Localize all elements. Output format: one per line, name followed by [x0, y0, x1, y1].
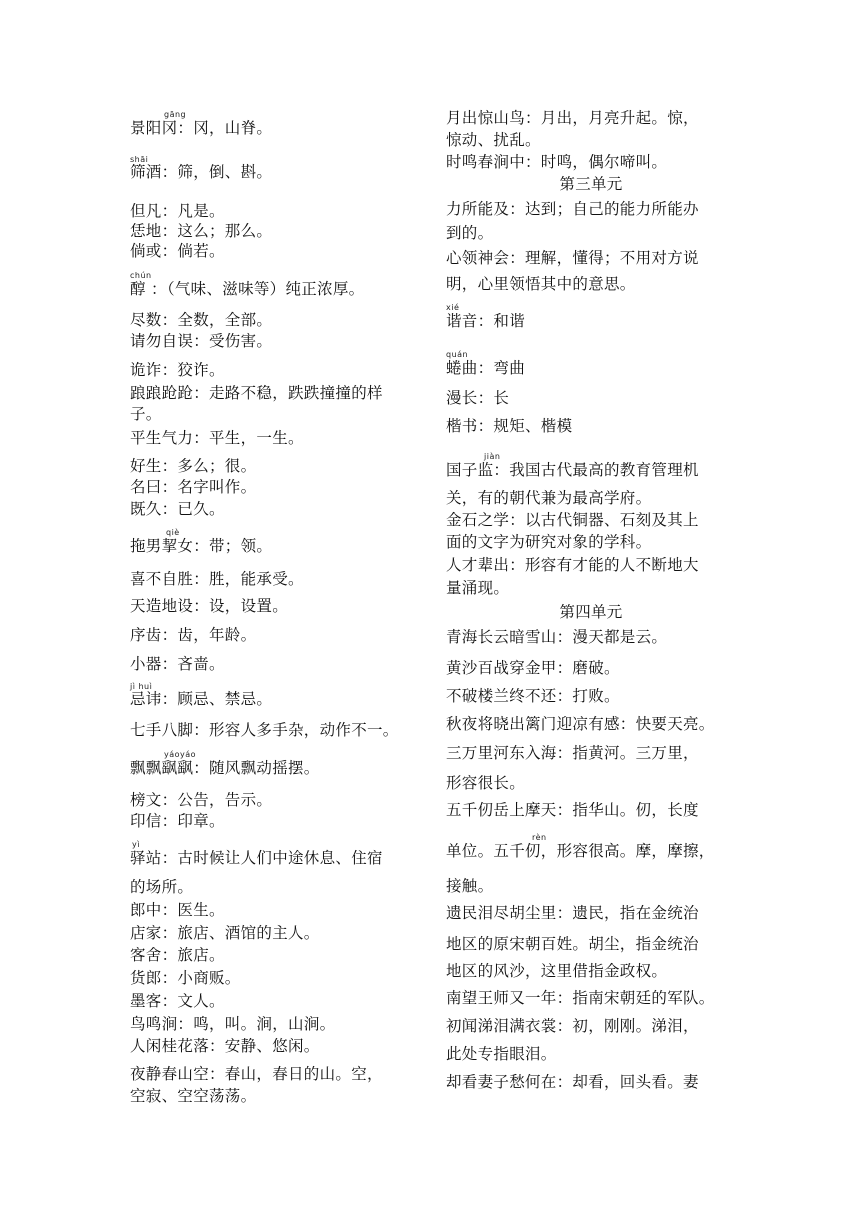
entry-line: 月出惊山鸟：月出，月亮升起。惊，	[446, 109, 699, 127]
entry-line: 人闲桂花落：安静、悠闲。	[130, 1037, 320, 1055]
entry-line: 三万里河东入海：指黄河。三万里，	[446, 744, 699, 762]
entry-line: 国子监：我国古代最高的教育管理机	[446, 461, 699, 479]
entry-line: 金石之学：以古代铜器、石刻及其上	[446, 511, 699, 529]
entry-line: 青海长云暗雪山：漫天都是云。	[446, 628, 668, 646]
entry-line: 关，有的朝代兼为最高学府。	[446, 489, 652, 507]
entry-line: 平生气力：平生，一生。	[130, 429, 304, 447]
pinyin-annotation: yáoyáo	[164, 750, 197, 759]
entry-line: 单位。五千仞，形容很高。摩，摩擦，	[446, 842, 715, 860]
entry-line: 楷书：规矩、楷模	[446, 417, 573, 435]
entry-line: 七手八脚：形容人多手杂，动作不一。	[130, 721, 399, 739]
entry-line: 既久：已久。	[130, 500, 225, 518]
entry-line: 谐音：和谐	[446, 312, 526, 330]
entry-line: 筛酒：筛，倒、斟。	[130, 163, 273, 181]
entry-line: 郎中：医生。	[130, 901, 225, 919]
entry-line: 明，心里领悟其中的意思。	[446, 275, 636, 293]
entry-line: 飘飘飖飖：随风飘动摇摆。	[130, 759, 320, 777]
entry-line: 面的文字为研究对象的学科。	[446, 533, 652, 551]
entry-line: 忌讳：顾忌、禁忌。	[130, 690, 273, 708]
entry-line: 量涌现。	[446, 579, 510, 597]
entry-line: 小器：吝啬。	[130, 655, 225, 673]
pinyin-annotation: jiàn	[484, 452, 501, 461]
entry-line: 初闻涕泪满衣裳：初，刚刚。涕泪，	[446, 1017, 699, 1035]
entry-line: 序齿：齿，年龄。	[130, 626, 257, 644]
entry-line: 到的。	[446, 224, 494, 242]
entry-line: 接触。	[446, 877, 494, 895]
entry-line: 印信：印章。	[130, 812, 225, 830]
pinyin-annotation: rèn	[532, 833, 547, 842]
entry-line: 地区的原宋朝百姓。胡尘，指金统治	[446, 935, 699, 953]
entry-line: 名曰：名字叫作。	[130, 478, 257, 496]
entry-line: 客舍：旅店。	[130, 946, 225, 964]
section-heading: 第四单元	[559, 603, 623, 621]
entry-line: 好生：多么；很。	[130, 457, 257, 475]
entry-line: 却看妻子愁何在：却看，回头看。妻	[446, 1073, 699, 1091]
entry-line: 踉踉跄跄：走路不稳，跌跌撞撞的样	[130, 384, 383, 402]
entry-line: 尽数：全数，全部。	[130, 311, 273, 329]
entry-line: 蜷曲：弯曲	[446, 359, 526, 377]
entry-line: 心领神会：理解，懂得；不用对方说	[446, 249, 699, 267]
entry-line: 倘或：倘若。	[130, 242, 225, 260]
entry-line: 榜文：公告，告示。	[130, 791, 273, 809]
pinyin-annotation: xié	[446, 303, 460, 312]
entry-line: 五千仞岳上摩天：指华山。仞，长度	[446, 801, 699, 819]
entry-line: 店家：旅店、酒馆的主人。	[130, 924, 320, 942]
pinyin-annotation: gāng	[164, 110, 187, 119]
entry-line: 喜不自胜：胜，能承受。	[130, 570, 304, 588]
pinyin-annotation: jì huì	[130, 682, 153, 691]
entry-line: 醇 ：（气味、滋味等）纯正浓厚。	[130, 280, 365, 298]
section-heading: 第三单元	[559, 175, 623, 193]
entry-line: 夜静春山空：春山，春日的山。空，	[130, 1065, 383, 1083]
entry-line: 的场所。	[130, 878, 194, 896]
pinyin-annotation: qiè	[166, 528, 180, 537]
entry-line: 不破楼兰终不还：打败。	[446, 687, 620, 705]
entry-line: 秋夜将晓出篱门迎凉有感：快要天亮。	[446, 715, 715, 733]
pinyin-annotation: yì	[132, 840, 140, 849]
entry-line: 力所能及：达到；自己的能力所能办	[446, 200, 699, 218]
entry-line: 景阳冈：冈，山脊。	[130, 119, 273, 137]
entry-line: 恁地：这么；那么。	[130, 222, 273, 240]
entry-line: 遗民泪尽胡尘里：遗民，指在金统治	[446, 904, 699, 922]
entry-line: 此处专指眼泪。	[446, 1045, 557, 1063]
pinyin-annotation: quán	[446, 350, 469, 359]
entry-line: 但凡：凡是。	[130, 202, 225, 220]
entry-line: 南望王师又一年：指南宋朝廷的军队。	[446, 989, 715, 1007]
entry-line: 驿站：古时候让人们中途休息、住宿	[130, 849, 383, 867]
entry-line: 地区的风沙，这里借指金政权。	[446, 962, 668, 980]
entry-line: 惊动、扰乱。	[446, 131, 541, 149]
entry-line: 请勿自误：受伤害。	[130, 332, 273, 350]
entry-line: 漫长：长	[446, 389, 510, 407]
entry-line: 形容很长。	[446, 774, 526, 792]
entry-line: 货郎：小商贩。	[130, 969, 241, 987]
entry-line: 鸟鸣涧：鸣，叫。涧，山涧。	[130, 1015, 336, 1033]
entry-line: 拖男挈女：带；领。	[130, 537, 273, 555]
entry-line: 天造地设：设，设置。	[130, 597, 289, 615]
entry-line: 子。	[130, 405, 162, 423]
pinyin-annotation: chún	[130, 271, 152, 280]
entry-line: 人才辈出：形容有才能的人不断地大	[446, 556, 699, 574]
entry-line: 空寂、空空荡荡。	[130, 1087, 257, 1105]
entry-line: 墨客：文人。	[130, 992, 225, 1010]
entry-line: 诡诈：狡诈。	[130, 361, 225, 379]
pinyin-annotation: shāi	[130, 155, 149, 164]
entry-line: 时鸣春涧中：时鸣，偶尔啼叫。	[446, 153, 668, 171]
entry-line: 黄沙百战穿金甲：磨破。	[446, 659, 620, 677]
